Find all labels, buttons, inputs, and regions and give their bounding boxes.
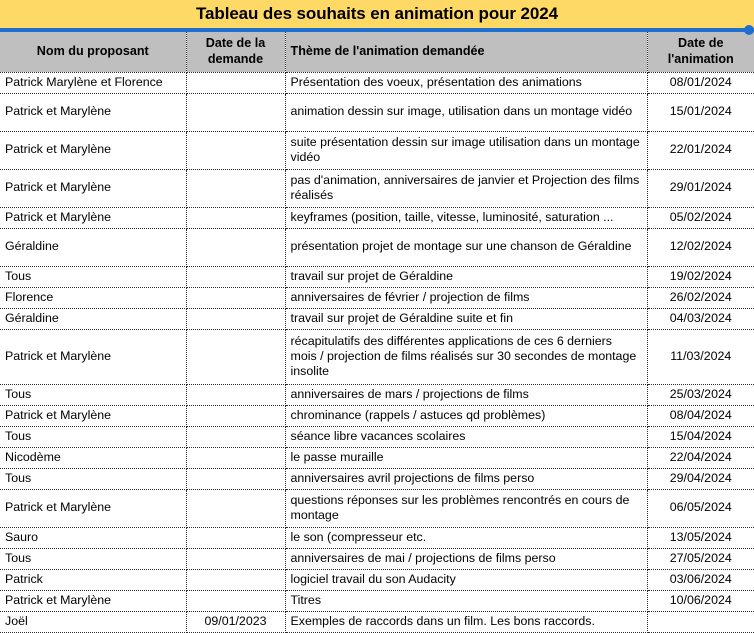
cell-date-animation[interactable]: 12/02/2024: [647, 228, 754, 266]
cell-date-animation[interactable]: 13/05/2024: [647, 527, 754, 548]
cell-theme[interactable]: logiciel travail du son Audacity: [285, 569, 647, 590]
cell-proposant[interactable]: Patrick et Marylène: [0, 131, 186, 169]
cell-date-animation[interactable]: 22/04/2024: [647, 447, 754, 468]
cell-proposant[interactable]: Patrick: [0, 569, 186, 590]
cell-proposant[interactable]: Patrick et Marylène: [0, 207, 186, 228]
cell-date-demande[interactable]: [186, 426, 285, 447]
table-row: [0, 590, 754, 611]
cell-date-demande[interactable]: [186, 266, 285, 287]
cell-proposant[interactable]: Joël: [0, 611, 186, 632]
cell-date-demande[interactable]: [186, 527, 285, 548]
cell-date-animation[interactable]: 29/01/2024: [647, 169, 754, 207]
cell-date-demande[interactable]: [186, 329, 285, 384]
table-row: [0, 384, 754, 405]
cell-date-animation[interactable]: 29/04/2024: [647, 468, 754, 489]
column-header-date-animation[interactable]: Date de l'animation: [647, 32, 754, 72]
table-row: [0, 447, 754, 468]
cell-theme[interactable]: chrominance (rappels / astuces qd problèmes): [285, 405, 647, 426]
cell-date-demande[interactable]: [186, 131, 285, 169]
cell-date-animation[interactable]: 05/02/2024: [647, 207, 754, 228]
cell-date-demande[interactable]: [186, 207, 285, 228]
table-row: [0, 169, 754, 207]
cell-date-demande[interactable]: [186, 489, 285, 527]
table-row: [0, 569, 754, 590]
cell-proposant[interactable]: Patrick et Marylène: [0, 169, 186, 207]
table-header-row: [0, 32, 754, 72]
cell-date-demande[interactable]: [186, 93, 285, 131]
cell-theme[interactable]: présentation projet de montage sur une chanson de Géraldine: [285, 228, 647, 266]
cell-theme[interactable]: le passe muraille: [285, 447, 647, 468]
table-row: [0, 93, 754, 131]
cell-date-demande[interactable]: [186, 548, 285, 569]
cell-theme[interactable]: anniversaires avril projections de films perso: [285, 468, 647, 489]
cell-proposant[interactable]: Patrick Marylène et Florence: [0, 72, 186, 93]
cell-theme[interactable]: Titres: [285, 590, 647, 611]
cell-proposant[interactable]: Tous: [0, 384, 186, 405]
cell-proposant[interactable]: Patrick et Marylène: [0, 489, 186, 527]
cell-theme[interactable]: questions réponses sur les problèmes rencontrés en cours de montage: [285, 489, 647, 527]
cell-theme[interactable]: Exemples de raccords dans un film. Les bons raccords.: [285, 611, 647, 632]
table-header: [0, 32, 754, 72]
cell-date-animation[interactable]: 15/04/2024: [647, 426, 754, 447]
cell-date-demande[interactable]: [186, 384, 285, 405]
cell-date-animation[interactable]: 15/01/2024: [647, 93, 754, 131]
cell-proposant[interactable]: Tous: [0, 266, 186, 287]
cell-proposant[interactable]: Nicodème: [0, 447, 186, 468]
table-row: [0, 287, 754, 308]
cell-date-animation[interactable]: 10/06/2024: [647, 590, 754, 611]
cell-theme[interactable]: récapitulatifs des différentes applications de ces 6 derniers mois / projection de films réalisés sur 30 secondes de montage insolite: [285, 329, 647, 384]
cell-date-demande[interactable]: [186, 308, 285, 329]
table-row: [0, 611, 754, 632]
cell-date-animation[interactable]: 08/01/2024: [647, 72, 754, 93]
cell-proposant[interactable]: Géraldine: [0, 308, 186, 329]
cell-date-demande[interactable]: [186, 405, 285, 426]
table-row: [0, 329, 754, 384]
table-row: [0, 228, 754, 266]
cell-theme[interactable]: anniversaires de février / projection de films: [285, 287, 647, 308]
table-row: [0, 131, 754, 169]
cell-date-animation[interactable]: 27/05/2024: [647, 548, 754, 569]
cell-theme[interactable]: séance libre vacances scolaires: [285, 426, 647, 447]
cell-proposant[interactable]: Patrick et Marylène: [0, 329, 186, 384]
cell-proposant[interactable]: Tous: [0, 548, 186, 569]
cell-date-animation[interactable]: 26/02/2024: [647, 287, 754, 308]
page-title: Tableau des souhaits en animation pour 2024: [196, 4, 558, 23]
cell-theme[interactable]: suite présentation dessin sur image utilisation dans un montage vidéo: [285, 131, 647, 169]
cell-proposant[interactable]: Géraldine: [0, 228, 186, 266]
table-row: [0, 468, 754, 489]
cell-date-demande[interactable]: [186, 228, 285, 266]
cell-theme[interactable]: Présentation des voeux, présentation des animations: [285, 72, 647, 93]
cell-date-animation[interactable]: 11/03/2024: [647, 329, 754, 384]
cell-proposant[interactable]: Florence: [0, 287, 186, 308]
cell-date-demande[interactable]: [186, 468, 285, 489]
column-header-theme[interactable]: Thème de l'animation demandée: [285, 32, 647, 72]
table-row: [0, 266, 754, 287]
cell-theme[interactable]: keyframes (position, taille, vitesse, luminosité, saturation ...: [285, 207, 647, 228]
table-row: [0, 489, 754, 527]
table-row: [0, 426, 754, 447]
cell-theme[interactable]: travail sur projet de Géraldine suite et fin: [285, 308, 647, 329]
cell-proposant[interactable]: Patrick et Marylène: [0, 405, 186, 426]
cell-proposant[interactable]: Tous: [0, 468, 186, 489]
column-header-date-demande[interactable]: Date de la demande: [186, 32, 285, 72]
cell-date-demande[interactable]: [186, 447, 285, 468]
cell-date-demande[interactable]: [186, 72, 285, 93]
cell-proposant[interactable]: Patrick et Marylène: [0, 93, 186, 131]
table-row: [0, 308, 754, 329]
table-row: [0, 548, 754, 569]
cell-date-demande[interactable]: [186, 287, 285, 308]
cell-proposant[interactable]: Sauro: [0, 527, 186, 548]
cell-date-demande[interactable]: 09/01/2023: [186, 611, 285, 632]
cell-theme[interactable]: pas d'animation, anniversaires de janvier et Projection des films réalisés: [285, 169, 647, 207]
document-title-banner: [0, 0, 754, 28]
cell-date-animation[interactable]: 19/02/2024: [647, 266, 754, 287]
cell-theme[interactable]: anniversaires de mai / projections de films perso: [285, 548, 647, 569]
table-row: [0, 405, 754, 426]
cell-date-demande[interactable]: [186, 569, 285, 590]
table-row: [0, 207, 754, 228]
cell-theme[interactable]: le son (compresseur etc.: [285, 527, 647, 548]
table-row: [0, 72, 754, 93]
table-body: [0, 72, 754, 632]
cell-date-animation[interactable]: 03/06/2024: [647, 569, 754, 590]
cell-date-animation[interactable]: [647, 611, 754, 632]
cell-date-animation[interactable]: 25/03/2024: [647, 384, 754, 405]
cell-date-animation[interactable]: 08/04/2024: [647, 405, 754, 426]
column-header-proposant[interactable]: Nom du proposant: [0, 32, 186, 72]
cell-theme[interactable]: anniversaires de mars / projections de films: [285, 384, 647, 405]
table-row: [0, 527, 754, 548]
cell-proposant[interactable]: Patrick et Marylène: [0, 590, 186, 611]
cell-theme[interactable]: travail sur projet de Géraldine: [285, 266, 647, 287]
cell-date-animation[interactable]: 04/03/2024: [647, 308, 754, 329]
selection-split-rule: [0, 28, 754, 32]
split-handle[interactable]: [744, 25, 754, 35]
cell-proposant[interactable]: Tous: [0, 426, 186, 447]
cell-date-animation[interactable]: 06/05/2024: [647, 489, 754, 527]
cell-theme[interactable]: animation dessin sur image, utilisation dans un montage vidéo: [285, 93, 647, 131]
cell-date-animation[interactable]: 22/01/2024: [647, 131, 754, 169]
cell-date-demande[interactable]: [186, 169, 285, 207]
wishes-table: [0, 32, 754, 633]
cell-date-demande[interactable]: [186, 590, 285, 611]
